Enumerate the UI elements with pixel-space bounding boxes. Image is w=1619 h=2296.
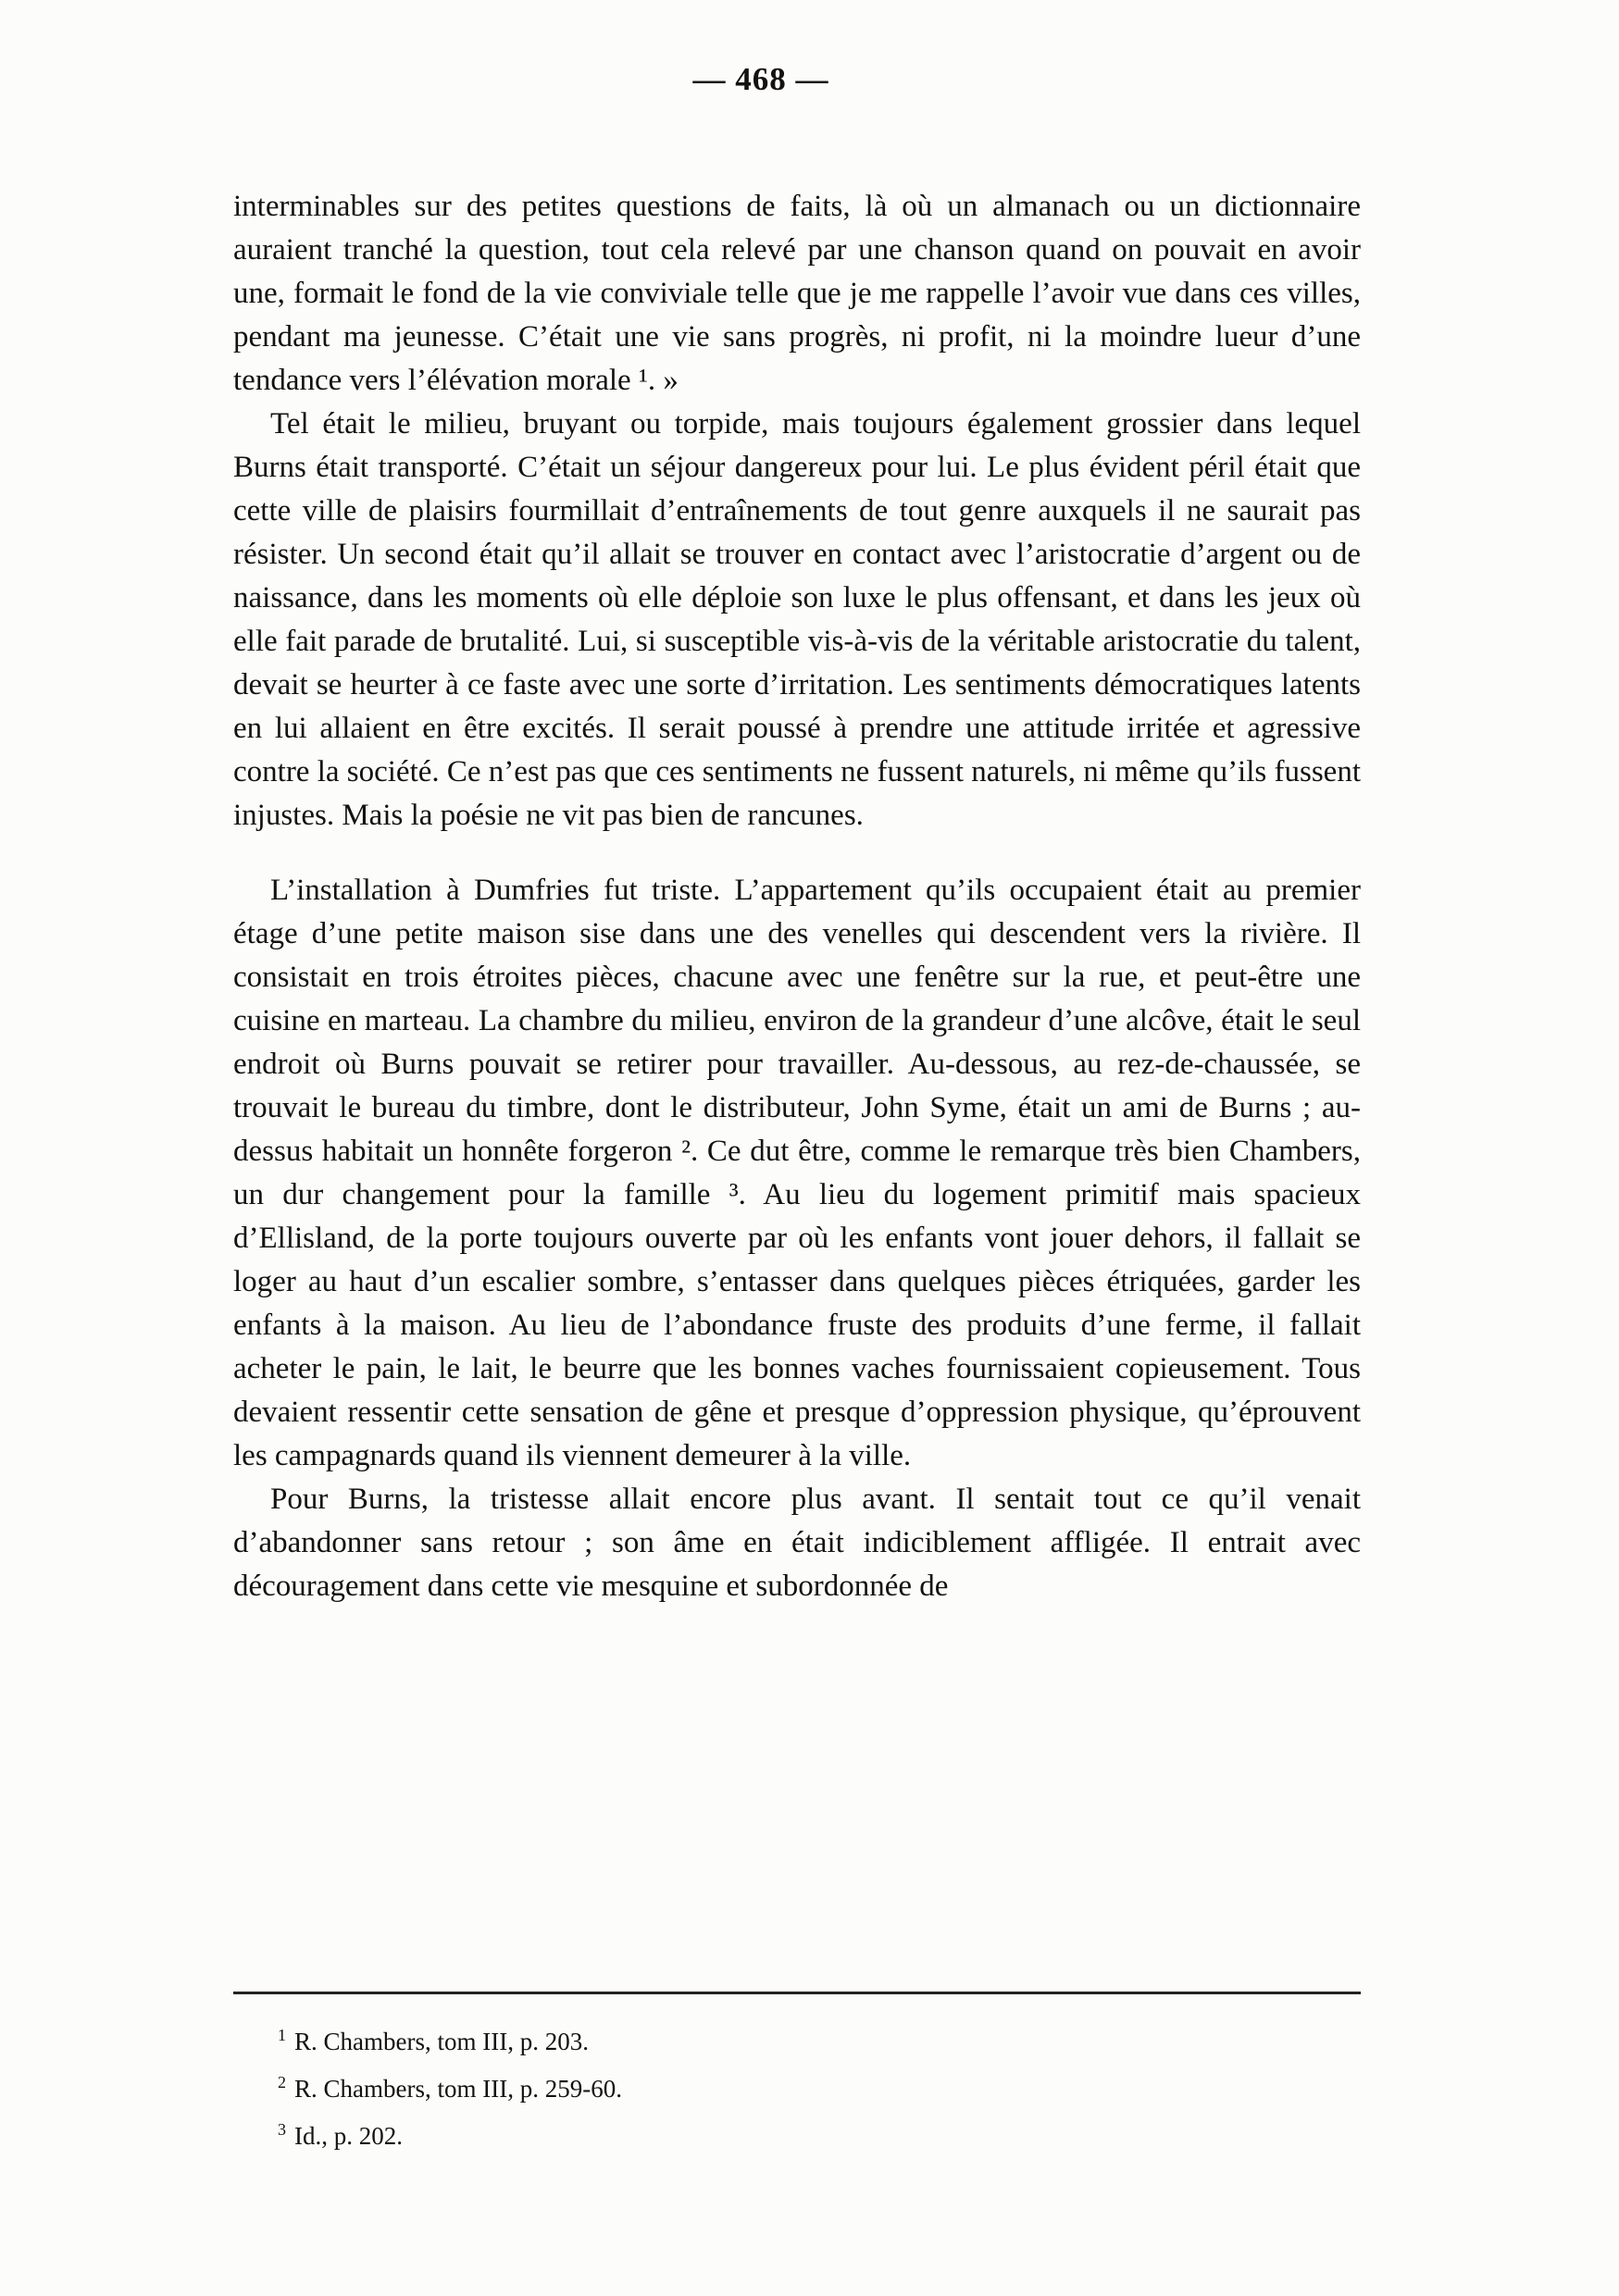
page-number: — 468 — <box>692 61 829 97</box>
footnote-marker: 3 <box>278 2120 286 2139</box>
paragraph: L’installation à Dumfries fut triste. L’appartement qu’ils occupaient était au premier étage d’une petite maison sise dans une des venelles qui descendent vers la rivière. Il consistait en trois étroites pièces, chacune avec une fenêtre sur la rue, et peut-être une cuisine en marteau. La chambre du milieu, environ de la grandeur d’une alcôve, était le seul endroit où Burns pouvait se retirer pour travailler. Au-dessous, au rez-de-chaussée, se trouvait le bureau du timbre, dont le distributeur, John Syme, était un ami de Burns ; au-dessus habitait un honnête forgeron ². Ce dut être, comme le remarque très bien Chambers, un dur changement pour la famille ³. Au lieu du logement primitif mais spacieux d’Ellisland, de la porte toujours ouverte par où les enfants vont jouer dehors, il fallait se loger au haut d’un escalier sombre, s’entasser dans quelques pièces étriquées, garder les enfants à la maison. Au lieu de l’abondance fruste des produits d’une ferme, il fallait acheter le pain, le lait, le beurre que les bonnes vaches fournissaient copieusement. Tous devaient ressentir cette sensation de gêne et presque d’oppression physique, qu’éprouvent les campagnards quand ils viennent demeurer à la ville. <box>233 874 1361 1472</box>
text-block <box>233 185 1361 1608</box>
footnote-separator <box>233 1992 1361 1994</box>
footnote-marker: 1 <box>278 2026 286 2044</box>
footnote-item <box>278 2111 1361 2155</box>
footnote-text: Id., p. 202. <box>294 2122 403 2150</box>
footnote-marker: 2 <box>278 2073 286 2091</box>
paragraph: Tel était le milieu, bruyant ou torpide, mais toujours également grossier dans lequel Burns était transporté. C’était un séjour dangereux pour lui. Le plus évident péril était que cette ville de plaisirs fourmillait d’entraînements de tout genre auxquels il ne saurait pas résister. Un second était qu’il allait se trouver en contact avec l’aristocratie d’argent ou de naissance, dans les moments où elle déploie son luxe le plus offensant, et dans les jeux où elle fait parade de brutalité. Lui, si susceptible vis-à-vis de la véritable aristocratie du talent, devait se heurter à ce faste avec une sorte d’irritation. Les sentiments démocratiques latents en lui allaient en être excités. Il serait poussé à prendre une attitude irritée et agressive contre la société. Ce n’est pas que ces sentiments ne fussent naturels, ni même qu’ils fussent injustes. Mais la poésie ne vit pas bien de rancunes. <box>233 407 1361 832</box>
footnote-item <box>278 2017 1361 2061</box>
footnote-text: R. Chambers, tom III, p. 259-60. <box>294 2075 622 2103</box>
paragraph: Pour Burns, la tristesse allait encore plus avant. Il sentait tout ce qu’il venait d’abandonner sans retour ; son âme en était indiciblement affligée. Il entrait avec découragement dans cette vie mesquine et subordonnée de <box>233 1483 1361 1603</box>
footnote-text: R. Chambers, tom III, p. 203. <box>294 2028 589 2055</box>
paragraph: interminables sur des petites questions de faits, là où un almanach ou un dictionnaire auraient tranché la question, tout cela relevé par une chanson quand on pouvait en avoir une, formait le fond de la vie conviviale telle que je me rappelle l’avoir vue dans ces villes, pendant ma jeunesse. C’était une vie sans progrès, ni profit, ni la moindre lueur d’une tendance vers l’élévation morale ¹. » <box>233 190 1361 397</box>
footnotes <box>233 1992 1361 2158</box>
footnote-item <box>278 2064 1361 2108</box>
